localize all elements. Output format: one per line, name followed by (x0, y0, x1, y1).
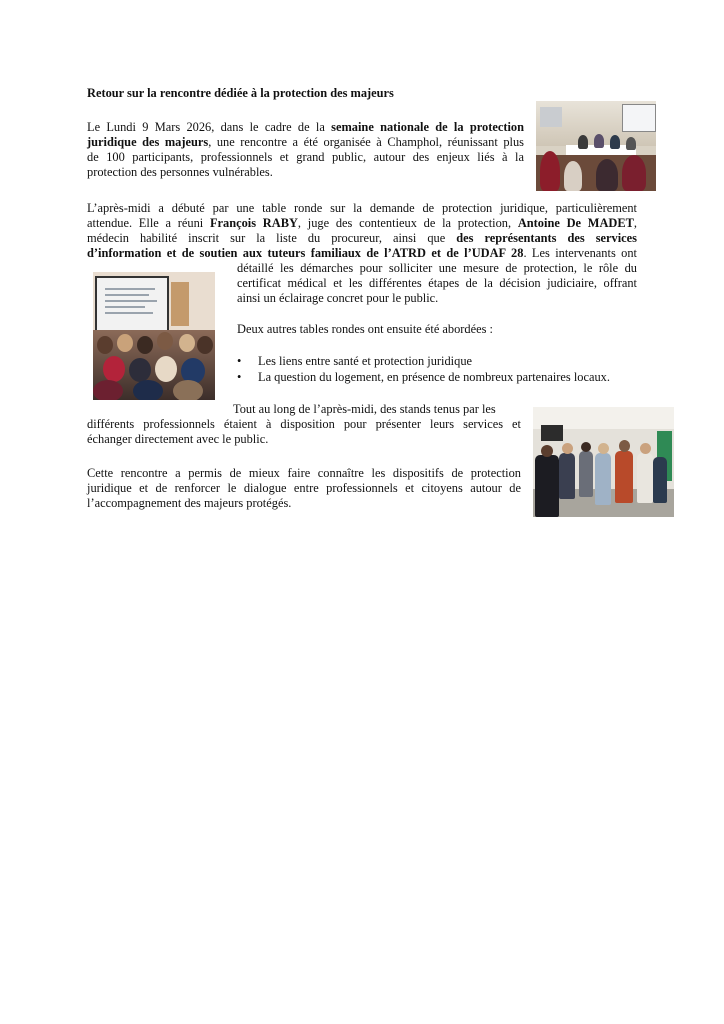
conference-table-photo (536, 101, 656, 191)
para2-line1: L’après-midi a débuté par une table ronde sur la demande de protection juridique, particulièrement (87, 201, 637, 215)
para1-line1: Le Lundi 9 Mars 2026, dans le cadre de la semaine nationale de la protection (87, 120, 524, 134)
para5-line1: Cette rencontre a permis de mieux faire connaître les dispositifs de protection (87, 466, 521, 480)
list-item: • La question du logement, en présence de nombreux partenaires locaux. (237, 370, 610, 384)
stands-crowd-photo (533, 407, 674, 517)
para2-line4: d’information et de soutien aux tuteurs familiaux de l’ATRD et de l’UDAF 28. Les intervenants ont (87, 246, 637, 260)
para5-line2: juridique et de renforcer le dialogue entre professionnels et citoyens autour de (87, 481, 521, 495)
bullet-icon: • (237, 354, 242, 368)
para4-line1: Tout au long de l’après-midi, des stands tenus par les (233, 402, 496, 416)
para5-line3: l’accompagnement des majeurs protégés. (87, 496, 292, 510)
para2-line5: détaillé les démarches pour solliciter une mesure de protection, le rôle du (237, 261, 637, 275)
audience-photo (93, 272, 215, 400)
para1-line2: juridique des majeurs, une rencontre a été organisée à Champhol, réunissant plus (87, 135, 524, 149)
para2-line2: attendue. Elle a réuni François RABY, juge des contentieux de la protection, Antoine De MADET, (87, 216, 637, 230)
list-item: • Les liens entre santé et protection juridique (237, 354, 473, 368)
para2-line6: certificat médical et les différentes étapes de la décision judiciaire, offrant (237, 276, 637, 290)
para4-line3: échanger directement avec le public. (87, 432, 269, 446)
para4-line2: différents professionnels étaient à disposition pour présenter leurs services et (87, 417, 521, 431)
para1-line4: protection des personnes vulnérables. (87, 165, 273, 179)
para2-line3: médecin habilité inscrit sur la liste du procureur, ainsi que des représentants des services (87, 231, 637, 245)
para3: Deux autres tables rondes ont ensuite été abordées : (237, 322, 493, 336)
bullet-icon: • (237, 370, 242, 384)
article-title: Retour sur la rencontre dédiée à la protection des majeurs (87, 86, 394, 100)
para1-line3: de 100 participants, professionnels et grand public, autour des enjeux liés à la (87, 150, 524, 164)
para2-line7: ainsi un éclairage concret pour le public. (237, 291, 439, 305)
